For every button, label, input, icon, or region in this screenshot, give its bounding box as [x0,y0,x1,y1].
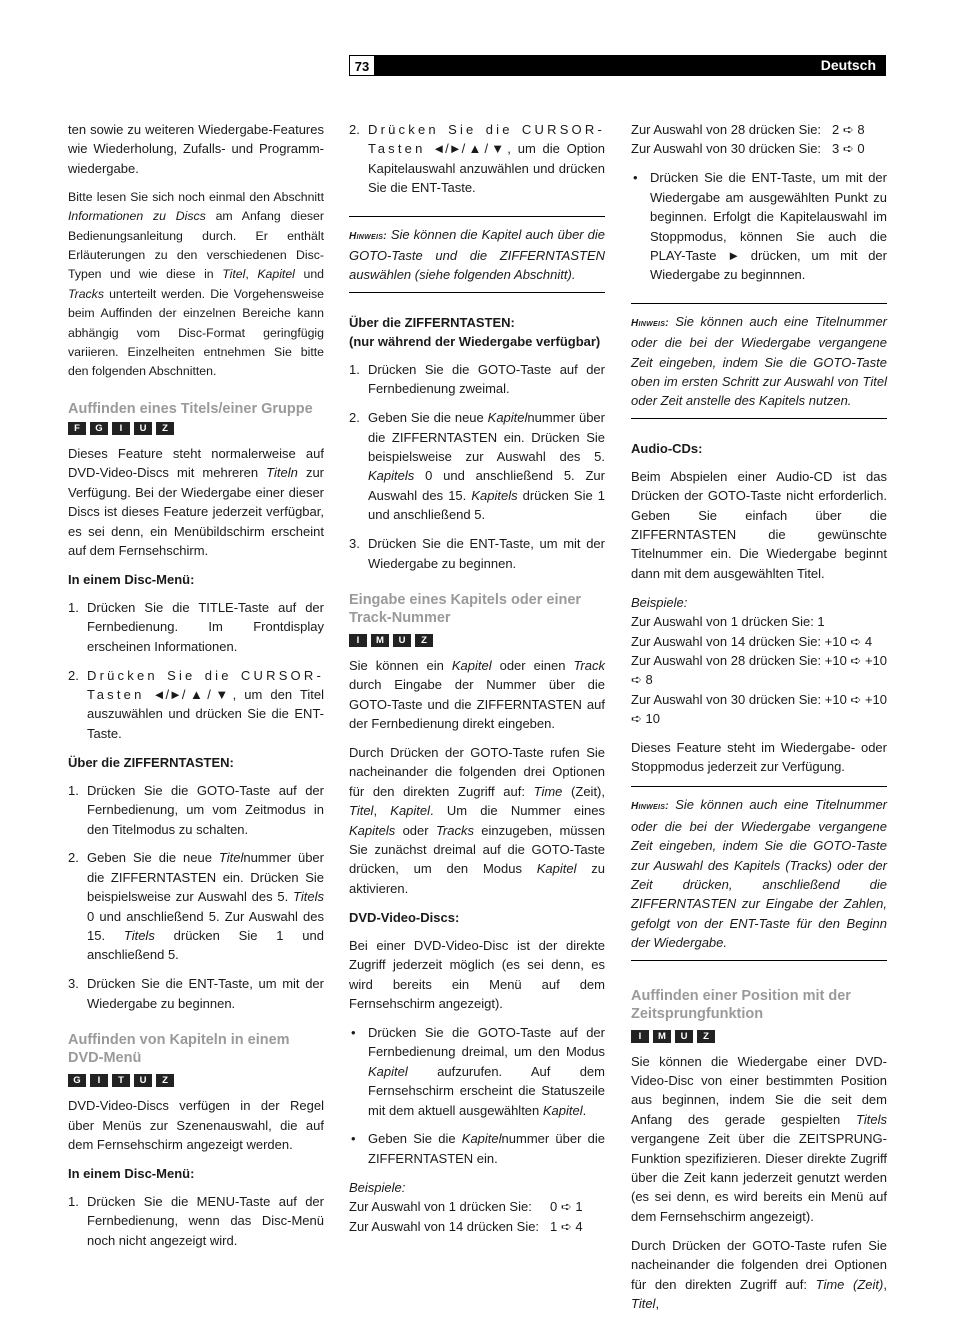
subheading: Audio-CDs: [631,440,703,456]
paragraph: DVD-Video-Discs verfügen in der Regel über Menüs zur Szenenauswahl, die auf dem Fernsehschirm angezeigt werden. [68,1098,324,1153]
section-heading: Eingabe eines Kapitels oder einer Track-Nummer I M U Z [349,591,605,648]
subheading: DVD-Video-Discs: [349,909,460,925]
paragraph: Bei einer DVD-Video-Disc ist der direkte Zugriff jederzeit möglich (es sei denn, es wird bereits ein Menü auf dem Fernsehschirm angezeigt). [349,937,605,1011]
note-box: Hinweis: Sie können auch eine Titelnummer oder die bei der Wiedergabe vergangene Zeit eingeben, indem Sie die GOTO-Taste zur Auswahl des Kapitels (Tracks) oder der Zeit drücken, anschließend die ZIFFERNTASTEN zur Eingabe der Zahlen, gefolgt von der ENT-Taste für den Beginn der Wiedergabe. [631,786,887,960]
steps-list [68,1192,324,1250]
subheading: Über die ZIFFERNTASTEN: [68,754,234,770]
list-item: 2. Geben Sie die neue Titelnummer über die ZIFFERNTASTEN ein. Drücken Sie beispielsweise zur Auswahl des 5. Titels 0 und anschließend 5. Zur Auswahl des 15. Titels drücken Sie 1 und anschließend 5. [68,850,324,963]
list-item: 3. Drücken Sie die ENT-Taste, um mit der Wiedergabe zu beginnen. [349,536,605,571]
note-box: Hinweis: Sie können die Kapitel auch über die GOTO-Taste und die ZIFFERNTASTEN auswählen (siehe folgenden Abschnitt). [349,216,605,293]
example-line: Zur Auswahl von 1 drücken Sie: 1 [631,614,825,630]
subheading: Über die ZIFFERNTASTEN: (nur während der Wiedergabe verfügbar) [349,314,601,349]
examples-label: Beispiele: [631,594,688,610]
disc-format-badges: I M U Z [349,630,605,648]
paragraph: ten sowie zu weiteren Wiedergabe-Features wie Wiederholung, Zufalls- und Programm-wiedergabe. [68,122,324,176]
list-item: 2. Geben Sie die neue Kapitelnummer über die ZIFFERNTASTEN ein. Drücken Sie beispielsweise zur Auswahl des 5. Kapitels 0 und anschließend 5. Zur Auswahl des 15. Kapitels drücken Sie 1 und anschließend 5. [349,410,605,523]
paragraph: Durch Drücken der GOTO-Taste rufen Sie nacheinander die folgenden drei Optionen für den direkten Zugriff auf: Time (Zeit), Titel, [631,1237,887,1311]
paragraph: Dieses Feature steht im Wiedergabe- oder Stoppmodus jederzeit zur Verfügung. [631,740,887,775]
list-item: • Geben Sie die Kapitelnummer über die ZIFFERNTASTEN ein. [349,1129,605,1168]
list-item: 2. Drücken Sie die CURSOR-Tasten ◄/►/▲/▼, um die Option Kapitelauswahl anzuwählen und drücken Sie die ENT-Taste. [349,122,605,196]
example-line: Zur Auswahl von 28 drücken Sie: +10 ➪ +10 ➪ 8 [631,652,887,688]
list-item: 1. Drücken Sie die GOTO-Taste auf der Fernbedienung, um vom Zeitmodus in den Titelmodus zu schalten. [68,782,324,837]
note-box: Hinweis: Sie können auch eine Titelnummer oder die bei der Wiedergabe vergangene Zeit eingeben, indem Sie die GOTO-Taste oben im ersten Schritt zur Auswahl von Titel oder Zeit anstelle des Kapitels nutzen. [631,303,887,419]
list-item: 1. Drücken Sie die TITLE-Taste auf der Fernbedienung. Im Frontdisplay erscheinen Informationen. [68,599,324,654]
example-row: Zur Auswahl von 1 drücken Sie: 0 ➪ 1 [349,1199,583,1215]
paragraph: Bitte lesen Sie sich noch einmal den Abschnitt Informationen zu Discs am Anfang dieser Bedienungsanleitung durch. Er enthält Erläuterungen zu den verschiedenen Disc-Typen und wie diese in Titel, Kapitel und Tracks unterteilt werden. Die Vorgehensweise beim Auffinden der einzelnen Bereiche kann abhängig vom Disc-Format geringfügig variieren. Einzelheiten entnehmen Sie bitte den folgenden Abschnitten. [68,189,324,379]
page-number: 73 [349,55,375,76]
steps-list [68,781,324,1013]
list-item: 1. Drücken Sie die MENU-Taste auf der Fernbedienung, wenn das Disc-Menü noch nicht angezeigt wird. [68,1193,324,1248]
list-item: • Drücken Sie die GOTO-Taste auf der Fernbedienung dreimal, um den Modus Kapitel aufzurufen. Auf dem Fernsehschirm erscheint die Statuszeile mit dem aktuell ausgewählten Kapitel. [349,1023,605,1120]
list-item: • Drücken Sie die ENT-Taste, um mit der Wiedergabe am ausgewählten Punkt zu beginnen. Erfolgt die Kapitelauswahl im Stoppmodus, können Sie auch die PLAY-Taste ► drücken, um mit der Wiedergabe zu beginnnen. [631,168,887,284]
column-2 [349,120,605,1236]
disc-format-badges: I M U Z [631,1026,887,1044]
bullet-list [349,1023,605,1168]
list-item: 1. Drücken Sie die GOTO-Taste auf der Fernbedienung zweimal. [349,361,605,397]
example-row: Zur Auswahl von 14 drücken Sie: 1 ➪ 4 [349,1218,583,1234]
column-1 [68,120,324,1260]
example-line: Zur Auswahl von 30 drücken Sie: +10 ➪ +10 ➪ 10 [631,691,887,727]
bullet-list [631,168,887,284]
list-item: 3. Drücken Sie die ENT-Taste, um mit der Wiedergabe zu beginnen. [68,976,324,1011]
steps-list [349,120,605,198]
paragraph: Durch Drücken der GOTO-Taste rufen Sie nacheinander die folgenden drei Optionen für den direkten Zugriff auf: Time (Zeit), Titel, Kapitel. Um die Nummer eines Kapitels oder Tracks einzugeben, müssen Sie zunächst dreimal auf die GOTO-Taste drücken, um den Modus Kapitel zu aktivieren. [349,745,606,896]
examples-list [349,1197,605,1236]
subheading: In einem Disc-Menü: [68,571,195,587]
paragraph: Sie können die Wiedergabe einer DVD-Video-Disc von einer bestimmten Position aus beginnen, indem Sie die seit dem Anfang des gerade gespielten Titels vergangene Zeit über die ZEITSPRUNG-Funktion spezifizieren. Dieser direkte Zugriff über die Zeit kann jederzeit genutzt werden (es sei denn, es wird bereits ein Menü auf dem Fernsehschirm angezeigt). [631,1053,887,1224]
examples-label: Beispiele: [349,1179,406,1195]
example-line: Zur Auswahl von 14 drücken Sie: +10 ➪ 4 [631,633,873,649]
paragraph: Dieses Feature steht normalerweise auf DVD-Video-Discs mit mehreren Titeln zur Verfügung. Bei der Wiedergabe einer dieser Discs ist dieses Feature jederzeit verfügbar, es sei denn, ein Menübildschirm erscheint auf dem Fernsehschirm. [68,445,324,558]
section-heading: Auffinden eines Titels/einer Gruppe F G I U Z [68,400,313,434]
disc-format-badges: G I T U Z [68,1070,324,1088]
disc-format-badges: F G I U Z [68,418,178,436]
page-header [349,55,886,76]
language-label: Deutsch [820,57,876,73]
examples-list [631,120,887,159]
list-item: 2. Drücken Sie die CURSOR-Tasten ◄/►/▲/▼, um den Titel auszuwählen und drücken Sie die ENT-Taste. [68,667,324,741]
column-3 [631,120,887,1323]
steps-list [349,360,605,573]
steps-list [68,598,324,743]
paragraph: Beim Abspielen einer Audio-CD ist das Drücken der GOTO-Taste nicht erforderlich. Geben Sie einfach über die ZIFFERNTASTEN die gewünschte Titelnummer ein. Die Wiedergabe beginnt dann mit dem ausgewählten Titel. [631,468,887,581]
example-row: Zur Auswahl von 28 drücken Sie: 2 ➪ 8 [631,122,865,137]
example-row: Zur Auswahl von 30 drücken Sie: 3 ➪ 0 [631,141,865,157]
section-heading: Auffinden einer Position mit der Zeitsprungfunktion I M U Z [631,987,887,1044]
subheading: In einem Disc-Menü: [68,1165,195,1181]
section-heading: Auffinden von Kapiteln in einem DVD-Menü G I T U Z [68,1031,324,1088]
paragraph: Sie können ein Kapitel oder einen Track durch Eingabe der Nummer über die GOTO-Taste und die ZIFFERNTASTEN auf der Fernbedienung direkt eingeben. [349,657,605,732]
